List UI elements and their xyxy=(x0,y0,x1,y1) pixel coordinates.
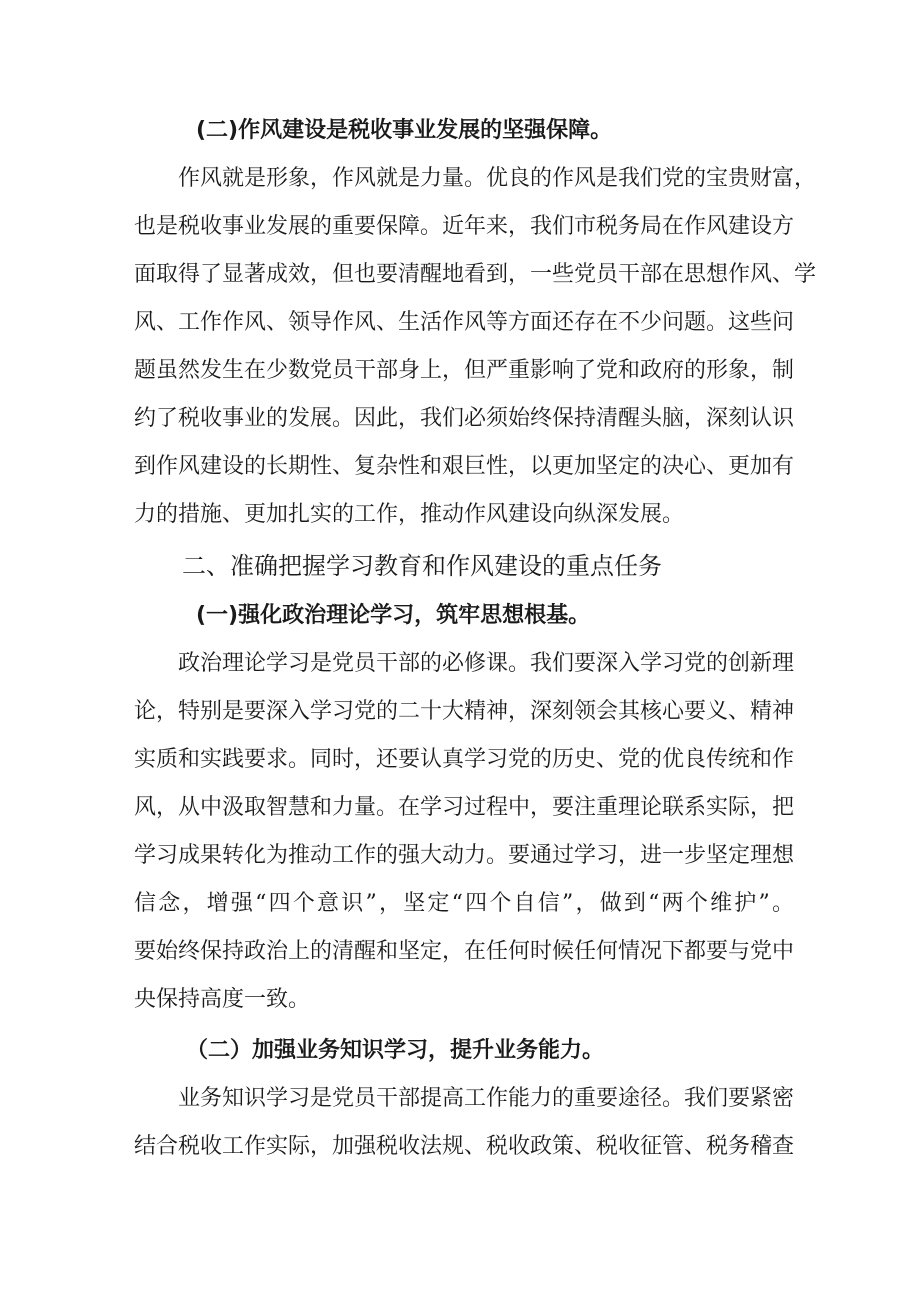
paragraph-line: 风、工作作风、领导作风、生活作风等方面还存在不少问题。这些问 xyxy=(134,310,795,335)
subsection-heading-business-study: （二）加强业务知识学习，提升业务能力。 xyxy=(186,1038,605,1063)
paragraph-line: 力的措施、更加扎实的工作，推动作风建设向纵深发展。 xyxy=(134,502,685,527)
paragraph-line: 信念，增强“四个意识”，坚定“四个自信”，做到“两个维护”。 xyxy=(134,891,794,916)
paragraph-line: 业务知识学习是党员干部提高工作能力的重要途径。我们要紧密 xyxy=(178,1086,795,1111)
paragraph-line: 要始终保持政治上的清醒和坚定，在任何时候任何情况下都要与党中 xyxy=(134,939,795,964)
paragraph-line: 题虽然发生在少数党员干部身上，但严重影响了党和政府的形象，制 xyxy=(134,358,795,383)
paragraph-line: 面取得了显著成效，但也要清醒地看到，一些党员干部在思想作风、学 xyxy=(134,262,817,287)
paragraph-line: 风，从中汲取智慧和力量。在学习过程中，要注重理论联系实际，把 xyxy=(134,795,795,820)
paragraph-line: 论，特别是要深入学习党的二十大精神，深刻领会其核心要义、精神 xyxy=(134,699,795,724)
section-heading-style-building: (二)作风建设是税收事业发展的坚强保障。 xyxy=(196,118,613,143)
paragraph-line: 作风就是形象，作风就是力量。优良的作风是我们党的宝贵财富， xyxy=(178,166,817,191)
subsection-heading-political-study: (一)强化政治理论学习，筑牢思想根基。 xyxy=(196,603,591,628)
paragraph-line: 约了税收事业的发展。因此，我们必须始终保持清醒头脑，深刻认识 xyxy=(134,406,795,431)
paragraph-line: 到作风建设的长期性、复杂性和艰巨性，以更加坚定的决心、更加有 xyxy=(134,454,795,479)
paragraph-line: 央保持高度一致。 xyxy=(134,987,311,1012)
paragraph-line: 实质和实践要求。同时，还要认真学习党的历史、党的优良传统和作 xyxy=(134,747,795,772)
paragraph-line: 政治理论学习是党员干部的必修课。我们要深入学习党的创新理 xyxy=(178,651,795,676)
paragraph-line: 学习成果转化为推动工作的强大动力。要通过学习，进一步坚定理想 xyxy=(134,843,795,868)
section-heading-key-tasks: 二、准确把握学习教育和作风建设的重点任务 xyxy=(182,552,662,580)
paragraph-line: 也是税收事业发展的重要保障。近年来，我们市税务局在作风建设方 xyxy=(134,214,795,239)
paragraph-line: 结合税收工作实际，加强税收法规、税收政策、税收征管、税务稽查 xyxy=(134,1134,795,1159)
